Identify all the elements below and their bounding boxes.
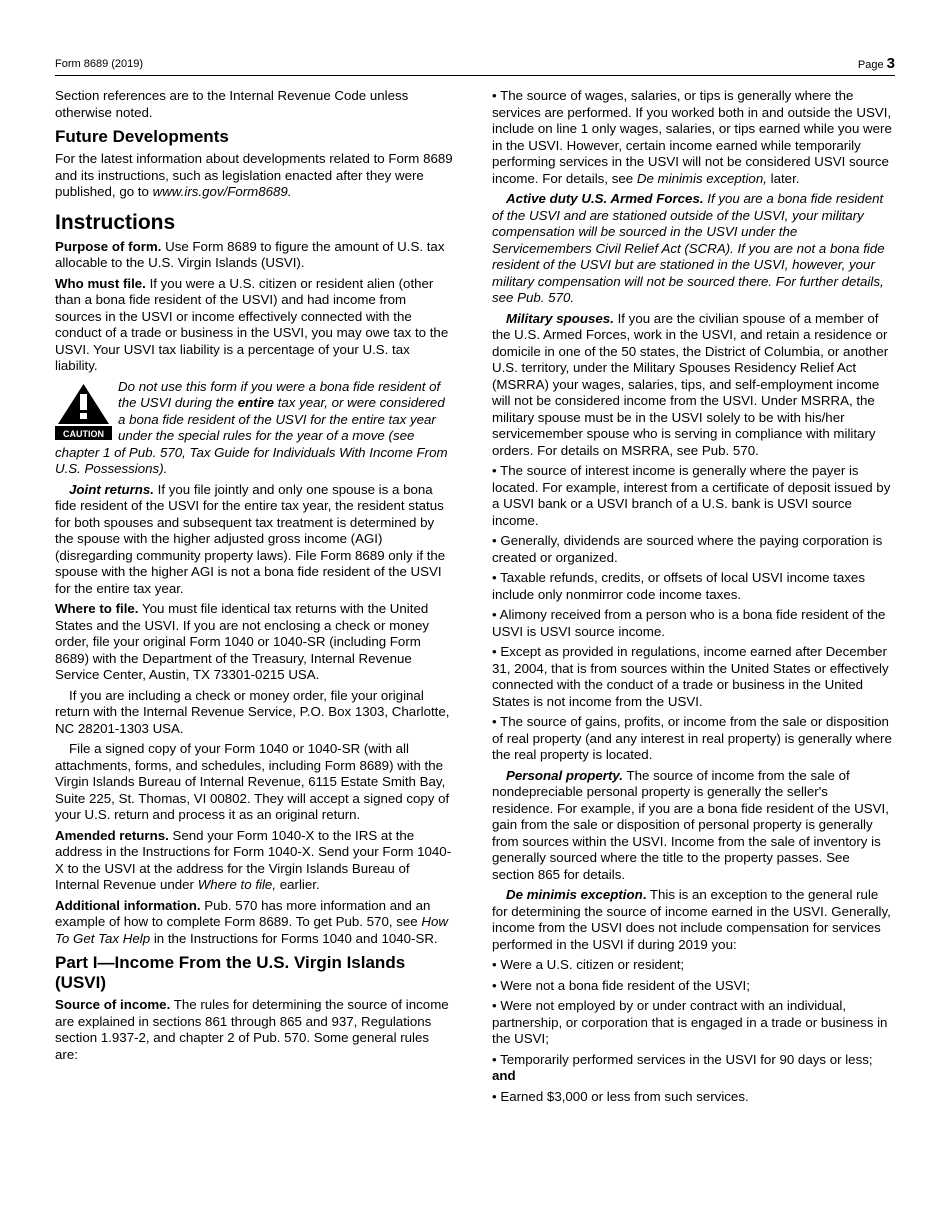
bullet-interest: • The source of interest income is generally where the payer is located. For example, interest from a certificate of deposit issued by a USVI bank or a USVI branch of a U.S. bank is USVI source income. [492,463,891,528]
amended-returns-paragraph: Amended returns. Send your Form 1040-X to the IRS at the address in the Instructions for Form 1040-X. Send your Form 1040-X to the USVI at the address for the Virgin Islands Bureau of Internal Revenue under Where to file, earlier. [55,827,452,892]
bullet-alimony: • Alimony received from a person who is a bona fide resident of the USVI is USVI source income. [492,607,886,639]
de-minimis-paragraph: De minimis exception. This is an exception to the general rule for determining the source of income earned in the USVI. Generally, income from the USVI does not include compensation for services performed in the USVI if during 2019 you: [492,887,891,952]
condition-not-employed: • Were not employed by or under contract with an individual, partnership, or corporation that is engaged in a trade or business in the USVI; [492,998,888,1046]
right-column [492,88,892,1109]
form-id: Form 8689 (2019) [55,58,144,70]
bullet-dividends: • Generally, dividends are sourced where the paying corporation is created or organized. [492,533,883,565]
future-developments-text: For the latest information about developments related to Form 8689 and its instructions, such as legislation enacted after they were published, go to www.irs.gov/Form8689. [55,151,453,199]
personal-property-paragraph: Personal property. The source of income from the sale of nondepreciable personal property is generally the seller's residence. For example, if you are a bona fide resident of the USVI, gain from the sale or disposition of personal property is generally from sources within the USVI. Income from the sale of inventory is generally sourced where the title to the property passes. See section 865 for details. [492,767,889,882]
bullet-regulations: • Except as provided in regulations, income earned after December 31, 2004, that is from sources within the United States or effectively connected with the conduct of a trade or business in the United States is not income from the USVI. [492,644,889,709]
caution-icon [55,382,112,440]
caution-label: CAUTION [63,428,104,439]
caution-text: Do not use this form if you were a bona fide resident of the USVI during the entire tax year, or were considered a bona fide resident of the USVI for the entire tax year under the special rules for the year of a move (see chapter 1 of Pub. 570, Tax Guide for Individuals With Income From U.S. Possessions). [55,378,448,476]
condition-not-resident: • Were not a bona fide resident of the USVI; [492,977,750,993]
where-to-file-paragraph-2: If you are including a check or money order, file your original return with the Internal Revenue Service, P.O. Box 1303, Charlotte, NC 28201-1303 USA. [55,687,450,736]
page-header [55,55,895,76]
bullet-refunds: • Taxable refunds, credits, or offsets of local USVI income taxes include only nonmirror code income taxes. [492,570,865,602]
purpose-paragraph: Purpose of form. Use Form 8689 to figure the amount of U.S. tax allocable to the U.S. Virgin Islands (USVI). [55,238,445,270]
condition-temporary: • Temporarily performed services in the USVI for 90 days or less; and [492,1051,873,1083]
future-developments-heading: Future Developments [55,127,229,146]
page-number-value: 3 [886,55,895,72]
military-spouses-paragraph: Military spouses. If you are the civilian spouse of a member of the U.S. Armed Forces, work in the USVI, and retain a residence or domicile in one of the 50 states, the District of Columbia, or another U.S. territory, under the Military Spouses Residency Relief Act (MSRRA) your wages, salaries, tips, and self-employment income will not be considered income from the USVI. Under MSRRA, the military spouse must be in the USVI solely to be with his/her servicemember spouse who is serving in compliance with military orders. For details on MSRRA, see Pub. 570. [492,310,889,458]
caution-block [55,379,455,478]
where-to-file-paragraph-3: File a signed copy of your Form 1040 or 1040-SR (with all attachments, forms, and schedules, including Form 8689) with the Virgin Islands Bureau of Internal Revenue, 6115 Estate Smith Bay, Suite 225, St. Thomas, VI 00802. They will accept a signed copy of your U.S. return and process it as an original return. [55,741,450,822]
left-column [55,88,455,1067]
irs-link[interactable]: www.irs.gov/Form8689. [152,184,292,199]
wages-paragraph: • The source of wages, salaries, or tips is generally where the services are performed. If you worked both in and outside the USVI, include on line 1 only wages, salaries, or tips earned while you were in the USVI. However, certain income earned while temporarily performing services in the USVI will not be considered USVI source income. For details, see De minimis exception, later. [492,88,892,186]
condition-earned: • Earned $3,000 or less from such services. [492,1088,749,1104]
intro-text: Section references are to the Internal Revenue Code unless otherwise noted. [55,88,409,120]
page-label: Page [857,59,884,71]
who-must-file-paragraph: Who must file. If you were a U.S. citizen or resident alien (other than a bona fide resident of the USVI) and had income from sources in the USVI or income effectively connected with the conduct of a trade or business in the USVI, you may owe tax to the USVI. Your USVI tax liability is a percentage of your U.S. tax liability. [55,275,449,373]
part1-heading: Part I—Income From the U.S. Virgin Islands (USVI) [55,953,406,992]
bullet-real-property: • The source of gains, profits, or income from the sale or disposition of real property (and any interest in real property) is generally where the real property is located. [492,714,892,762]
instructions-heading: Instructions [55,210,176,234]
active-duty-paragraph: Active duty U.S. Armed Forces. If you are a bona fide resident of the USVI and are stationed outside of the USVI, your military compensation will be sourced in the USVI under the Servicemembers Civil Relief Act (SCRA). If you are not a bona fide resident of the USVI but are stationed in the USVI, however, your military compensation will not be sourced there. For further details, see Pub. 570. [492,191,885,305]
additional-info-paragraph: Additional information. Pub. 570 has more information and an example of how to complete Form 8689. To get Pub. 570, see How To Get Tax Help in the Instructions for Forms 1040 and 1040-SR. [55,897,448,946]
source-of-income-paragraph: Source of income. The rules for determining the source of income are explained in sections 861 through 865 and 937, Regulations section 1.937-2, and chapter 2 of Pub. 570. Some general rules are: [55,997,449,1062]
page-number [858,55,895,72]
where-to-file-paragraph: Where to file. You must file identical tax returns with the United States and the USVI. If you are not enclosing a check or money order, file your original Form 1040 or 1040-SR (including Form 8689) with the Department of the Treasury, Internal Revenue Service Center, Austin, TX 73301-0215 USA. [55,601,430,682]
condition-citizen: • Were a U.S. citizen or resident; [492,957,685,972]
joint-returns-paragraph: Joint returns. If you file jointly and only one spouse is a bona fide resident of the USVI for the entire tax year, the resident status for both spouses and subsequent tax treatment is determined by the spouse with the higher adjusted gross income (AGI) (disregarding community property laws). File Form 8689 only if the spouse with the higher AGI is not a bona fide resident of the USVI for the entire tax year. [55,481,446,596]
